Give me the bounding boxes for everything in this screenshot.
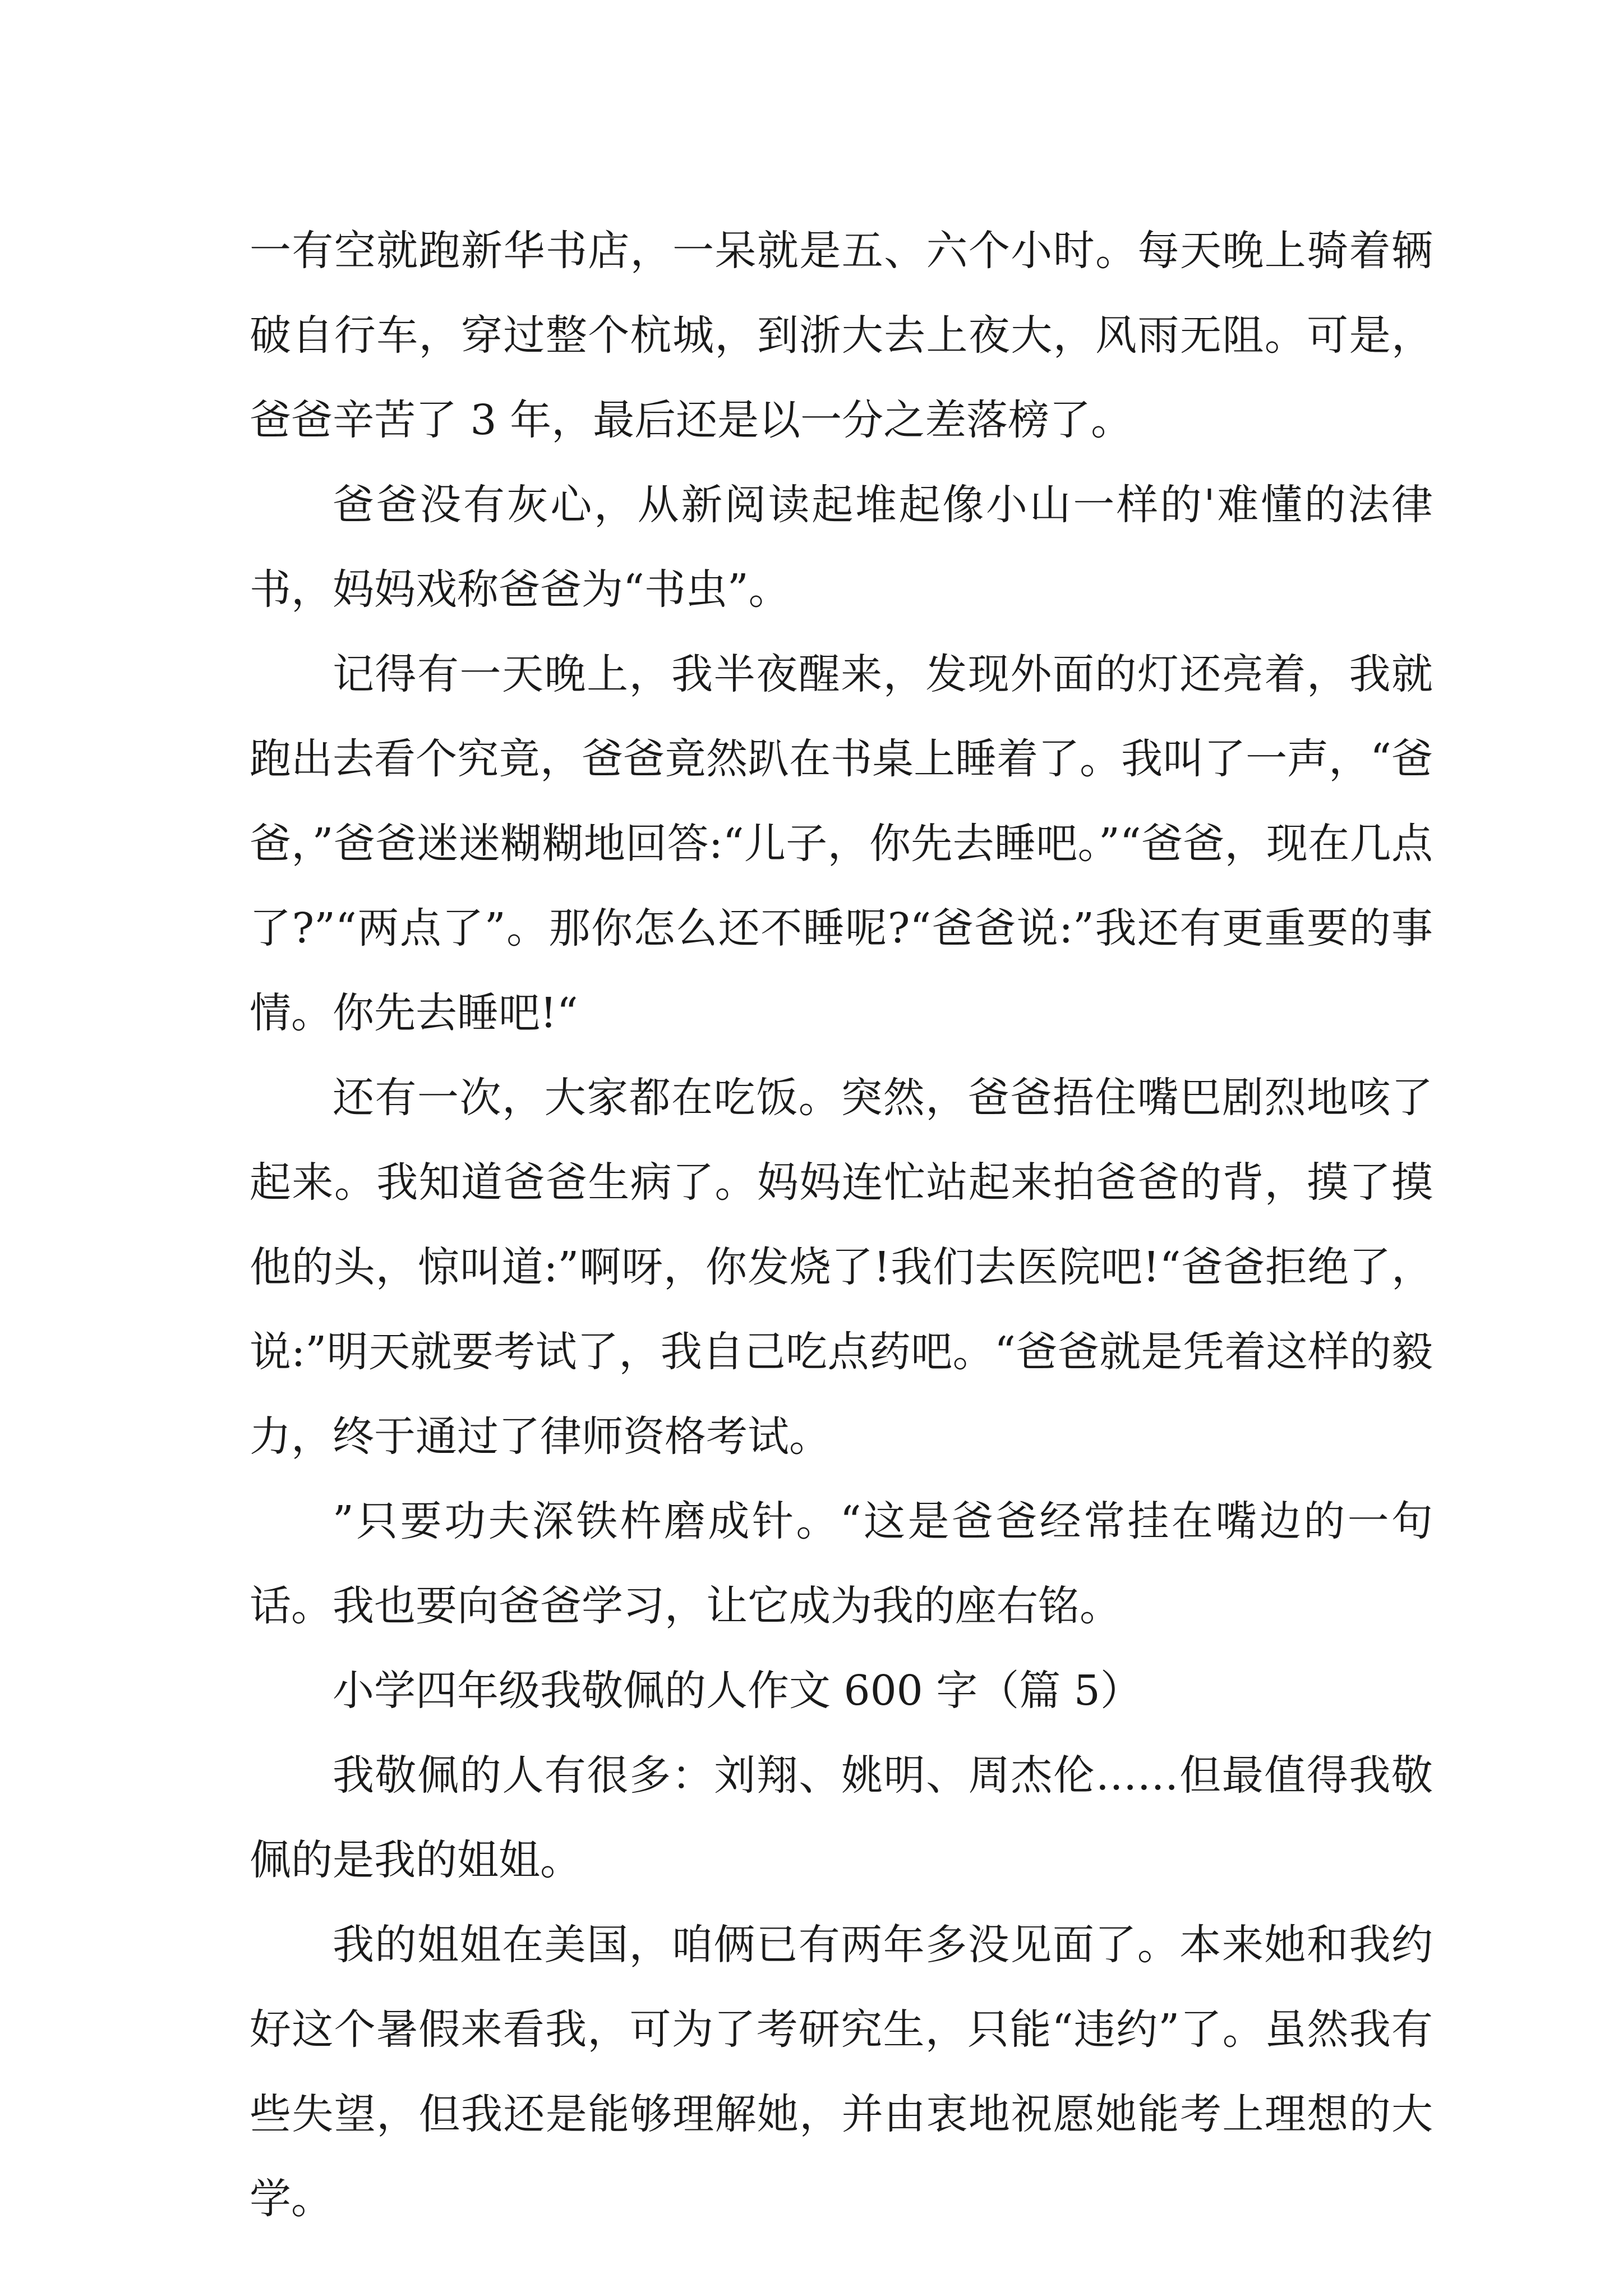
paragraph-1: 一有空就跑新华书店，一呆就是五、六个小时。每天晚上骑着辆破自行车，穿过整个杭城，到浙大去上夜大，风雨无阻。可是，爸爸辛苦了 3 年，最后还是以一分之差落榜了。 xyxy=(250,227,1433,444)
paragraph-6: 我敬佩的人有很多：刘翔、姚明、周杰伦……但最值得我敬佩的是我的姐姐。 xyxy=(250,1751,1433,1884)
paragraph-7: 我的姐姐在美国，咱俩已有两年多没见面了。本来她和我约好这个暑假来看我，可为了考研究生，只能“违约”了。虽然我有些失望，但我还是能够理解她，并由衷地祝愿她能考上理想的大学。 xyxy=(250,1921,1433,2223)
document-body xyxy=(250,209,1433,2242)
paragraph-2: 爸爸没有灰心，从新阅读起堆起像小山一样的'难懂的法律书，妈妈戏称爸爸为“书虫”。 xyxy=(250,481,1433,614)
paragraph-3: 记得有一天晚上，我半夜醒来，发现外面的灯还亮着，我就跑出去看个究竟，爸爸竟然趴在书桌上睡着了。我叫了一声，“爸爸，”爸爸迷迷糊糊地回答:“儿子，你先去睡吧。”“爸爸，现在几点了?”“两点了”。那你怎么还不睡呢?“爸爸说:”我还有更重要的事情。你先去睡吧!“ xyxy=(250,650,1433,1037)
paragraph-5: ”只要功夫深铁杵磨成针。“这是爸爸经常挂在嘴边的一句话。我也要向爸爸学习，让它成为我的座右铭。 xyxy=(250,1497,1433,1630)
paragraph-4: 还有一次，大家都在吃饭。突然，爸爸捂住嘴巴剧烈地咳了起来。我知道爸爸生病了。妈妈连忙站起来拍爸爸的背，摸了摸他的头，惊叫道:”啊呀，你发烧了!我们去医院吧!“爸爸拒绝了，说:”明天就要考试了，我自己吃点药吧。“爸爸就是凭着这样的毅力，终于通过了律师资格考试。 xyxy=(250,1074,1433,1461)
essay-heading: 小学四年级我敬佩的人作文 600 字（篇 5） xyxy=(333,1667,1142,1715)
